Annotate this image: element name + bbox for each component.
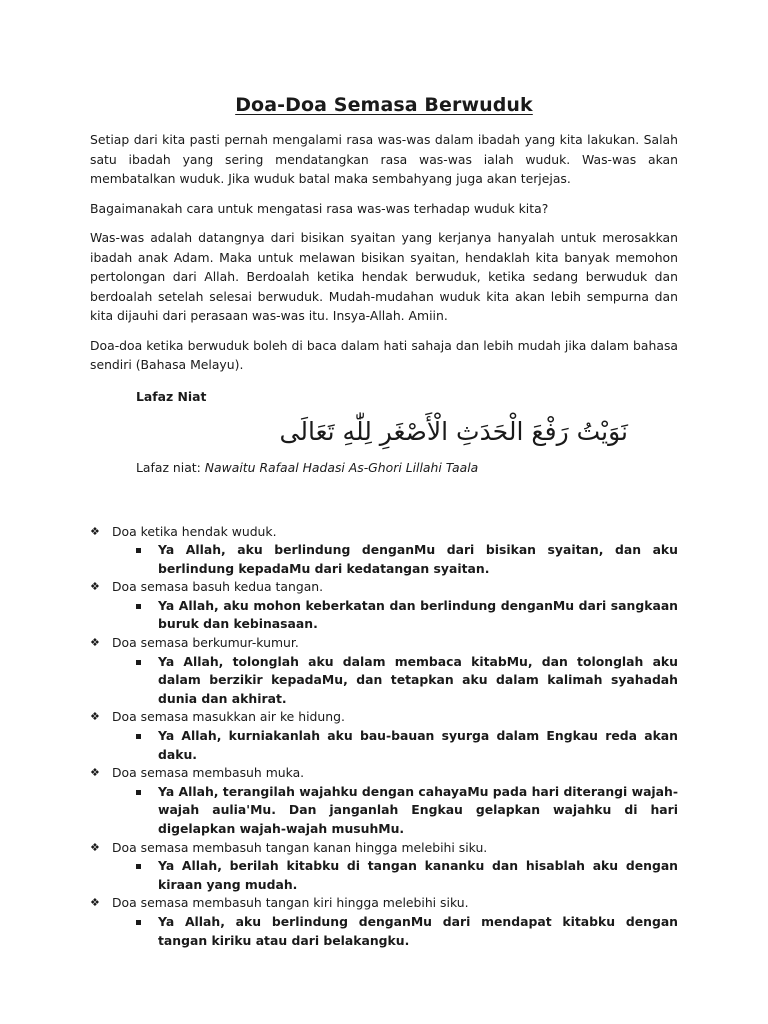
- list-item: [90, 894, 678, 950]
- diamond-bullet-icon: ❖: [90, 636, 100, 650]
- niat-arabic-text: نَوَيْتُ رَفْعَ الْحَدَثِ الْأَصْغَرِ لِلّٰهِ تَعَالَى: [279, 416, 628, 446]
- intro-paragraph: Setiap dari kita pasti pernah mengalami rasa was-was dalam ibadah yang kita lakukan. Salah satu ibadah yang sering mendatangkan rasa was-was ialah wuduk. Was-was akan membatalkan wuduk. Jika wuduk batal maka sembahyang juga akan terjejas.: [90, 132, 678, 186]
- doa-heading: Doa ketika hendak wuduk.: [112, 523, 277, 539]
- doa-heading: Doa semasa masukkan air ke hidung.: [112, 709, 345, 725]
- doa-prayer: Ya Allah, terangilah wajahku dengan cahayaMu pada hari diterangi wajah-wajah aulia'Mu. Dan janganlah Engkau gelapkan wajahku di hari digelapkan wajah-wajah musuhMu.: [158, 783, 678, 836]
- diamond-bullet-icon: ❖: [90, 840, 100, 854]
- doa-heading: Doa semasa membasuh tangan kanan hingga melebihi siku.: [112, 839, 488, 855]
- list-item: [90, 708, 678, 764]
- doa-prayer: Ya Allah, aku berlindung denganMu dari bisikan syaitan, dan aku berlindung kepadaMu dari kedatangan syaitan.: [158, 542, 678, 576]
- diamond-bullet-icon: ❖: [90, 896, 100, 910]
- question-paragraph: Bagaimanakah cara untuk mengatasi rasa was-was terhadap wuduk kita?: [90, 200, 549, 216]
- square-bullet-icon: [134, 541, 158, 560]
- doa-list: [90, 523, 678, 951]
- square-bullet-icon: [134, 653, 158, 672]
- niat-label: Lafaz Niat: [136, 388, 207, 404]
- list-item: [90, 523, 678, 579]
- list-item: [90, 839, 678, 895]
- niat-latin-prefix: Lafaz niat:: [136, 459, 205, 475]
- square-bullet-icon: [134, 727, 158, 746]
- square-bullet-icon: [134, 783, 158, 802]
- niat-section: [136, 389, 678, 475]
- doa-prayer: Ya Allah, aku mohon keberkatan dan berlindung denganMu dari sangkaan buruk dan kebinasaan.: [158, 597, 678, 632]
- diamond-bullet-icon: ❖: [90, 710, 100, 724]
- square-bullet-icon: [134, 597, 158, 616]
- explanation-paragraph: Was-was adalah datangnya dari bisikan syaitan yang kerjanya hanyalah untuk merosakkan ibadah anak Adam. Maka untuk melawan bisikan syaitan, hendaklah kita banyak memohon pertolongan dari Allah. Berdoalah ketika hendak berwuduk, ketika sedang berwuduk dan berdoalah setelah selesai berwuduk. Mudah-mudahan wuduk kita akan lebih sempurna dan kita dijauhi dari perasaan was-was itu. Insya-Allah. Amiin.: [90, 230, 678, 323]
- list-item: [90, 634, 678, 708]
- page-title: Doa-Doa Semasa Berwuduk: [235, 94, 533, 116]
- square-bullet-icon: [134, 913, 158, 932]
- doa-prayer: Ya Allah, aku berlindung denganMu dari mendapat kitabku dengan tangan kiriku atau dari belakangku.: [158, 913, 678, 948]
- square-bullet-icon: [134, 857, 158, 876]
- niat-latin-text: Nawaitu Rafaal Hadasi As-Ghori Lillahi Taala: [204, 459, 479, 475]
- doa-heading: Doa semasa berkumur-kumur.: [112, 635, 299, 651]
- niat-transliteration: [136, 460, 678, 475]
- note-paragraph: Doa-doa ketika berwuduk boleh di baca dalam hati sahaja dan lebih mudah jika dalam bahasa sendiri (Bahasa Melayu).: [90, 337, 678, 372]
- doa-prayer: Ya Allah, berilah kitabku di tangan kananku dan hisablah aku dengan kiraan yang mudah.: [158, 858, 678, 892]
- doa-prayer: Ya Allah, kurniakanlah aku bau-bauan syurga dalam Engkau reda akan daku.: [158, 728, 678, 762]
- list-item: [90, 578, 678, 634]
- doa-heading: Doa semasa membasuh muka.: [112, 765, 305, 781]
- diamond-bullet-icon: ❖: [90, 766, 100, 780]
- list-item: [90, 764, 678, 838]
- doa-heading: Doa semasa basuh kedua tangan.: [112, 579, 324, 595]
- diamond-bullet-icon: ❖: [90, 580, 100, 594]
- doa-prayer: Ya Allah, tolonglah aku dalam membaca kitabMu, dan tolonglah aku dalam berzikir kepadaMu, dan tetapkan aku dalam kalimah syahadah dunia dan akhirat.: [158, 653, 678, 706]
- diamond-bullet-icon: ❖: [90, 524, 100, 538]
- doa-heading: Doa semasa membasuh tangan kiri hingga melebihi siku.: [112, 895, 469, 911]
